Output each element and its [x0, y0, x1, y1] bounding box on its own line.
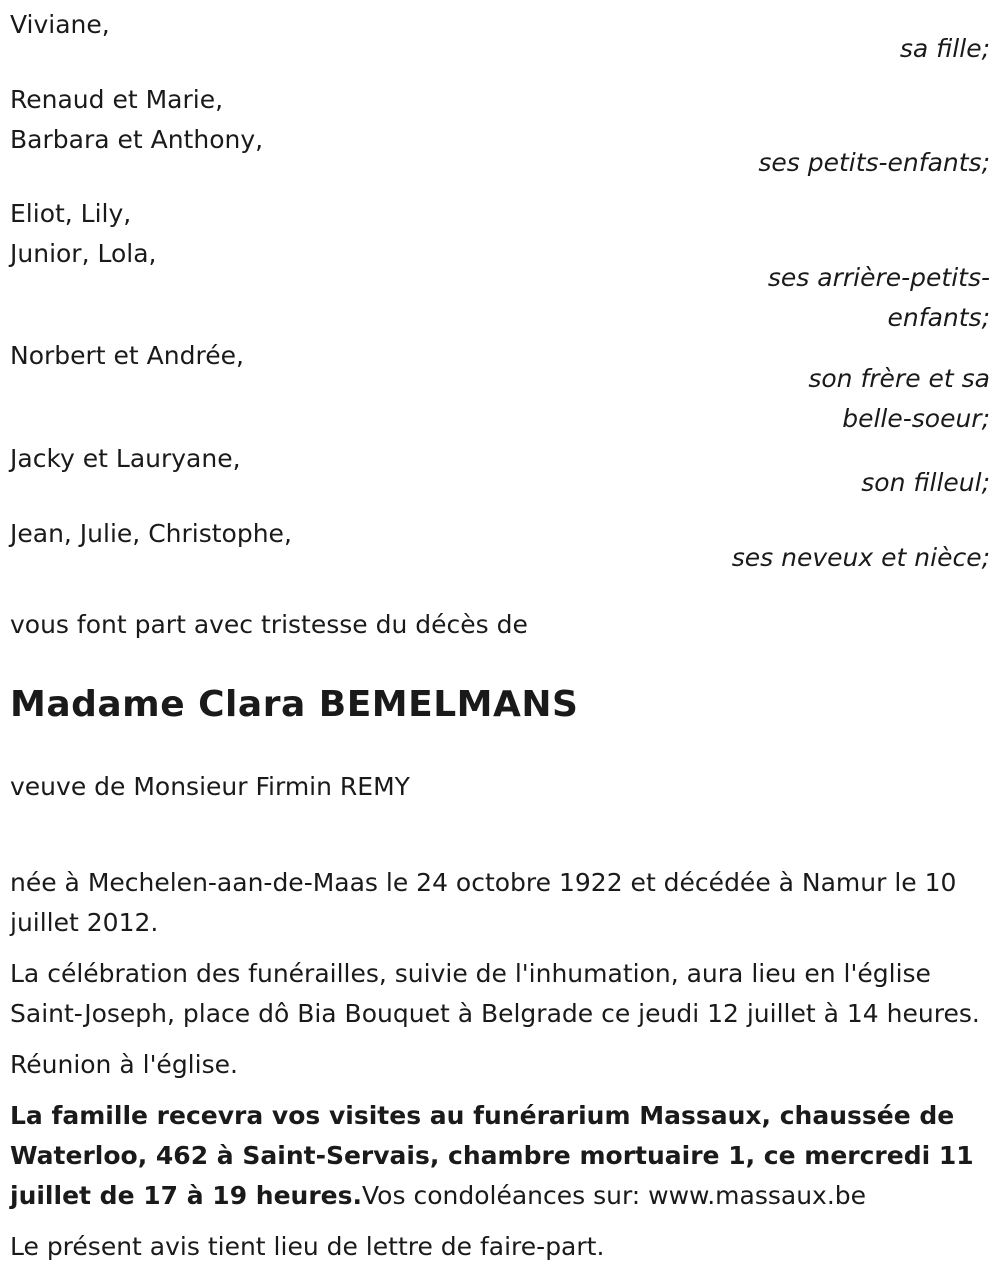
family-relation: ses neveux et nièce;	[731, 543, 990, 572]
family-relation: ses arrière-petits-	[767, 263, 990, 292]
family-group-nephews	[10, 514, 990, 578]
birth-death-text: née à Mechelen-aan-de-Maas le 24 octobre 1922 et décédée à Namur le 10 juillet 2012.	[10, 868, 957, 937]
family-group-brother	[10, 336, 990, 439]
family-names: Jacky et Lauryane,	[10, 444, 241, 473]
family-names: Viviane,	[10, 10, 110, 39]
family-relation: belle-soeur;	[842, 404, 990, 433]
family-relation: enfants;	[887, 303, 990, 332]
family-group-daughter	[10, 5, 990, 69]
family-group-grandchildren	[10, 80, 990, 183]
family-names: Renaud et Marie,	[10, 85, 224, 114]
family-names: Eliot, Lily,	[10, 199, 132, 228]
obituary-notice	[10, 5, 990, 1267]
intro-text: vous font part avec tristesse du décès de	[10, 610, 528, 639]
family-group-great-grandchildren	[10, 194, 990, 338]
deceased-name: Madame Clara BEMELMANS	[10, 684, 579, 725]
family-relation: ses petits-enfants;	[758, 148, 990, 177]
visits-paragraph	[10, 1096, 990, 1216]
visits-text: La famille recevra vos visites au funérarium Massaux, chaussée de Waterloo, 462 à Saint-Servais, chambre mortuaire 1, ce mercredi 11 juillet de 17 à 19 heures.	[10, 1101, 974, 1210]
closing-text: Le présent avis tient lieu de lettre de faire-part.	[10, 1232, 605, 1261]
meeting-text: Réunion à l'église.	[10, 1050, 238, 1079]
ceremony-text: La célébration des funérailles, suivie de l'inhumation, aura lieu en l'église Saint-Joseph, place dô Bia Bouquet à Belgrade ce jeudi 12 juillet à 14 heures.	[10, 959, 980, 1028]
family-names: Jean, Julie, Christophe,	[10, 519, 292, 548]
condolences-text: Vos condoléances sur: www.massaux.be	[362, 1181, 867, 1210]
family-relation: son frère et sa	[808, 364, 990, 393]
family-group-godson	[10, 439, 990, 503]
family-relation: sa fille;	[899, 34, 990, 63]
family-names: Junior, Lola,	[10, 239, 157, 268]
family-relation: son filleul;	[861, 468, 990, 497]
family-names: Norbert et Andrée,	[10, 341, 244, 370]
family-names: Barbara et Anthony,	[10, 125, 264, 154]
widow-of-text: veuve de Monsieur Firmin REMY	[10, 772, 410, 801]
